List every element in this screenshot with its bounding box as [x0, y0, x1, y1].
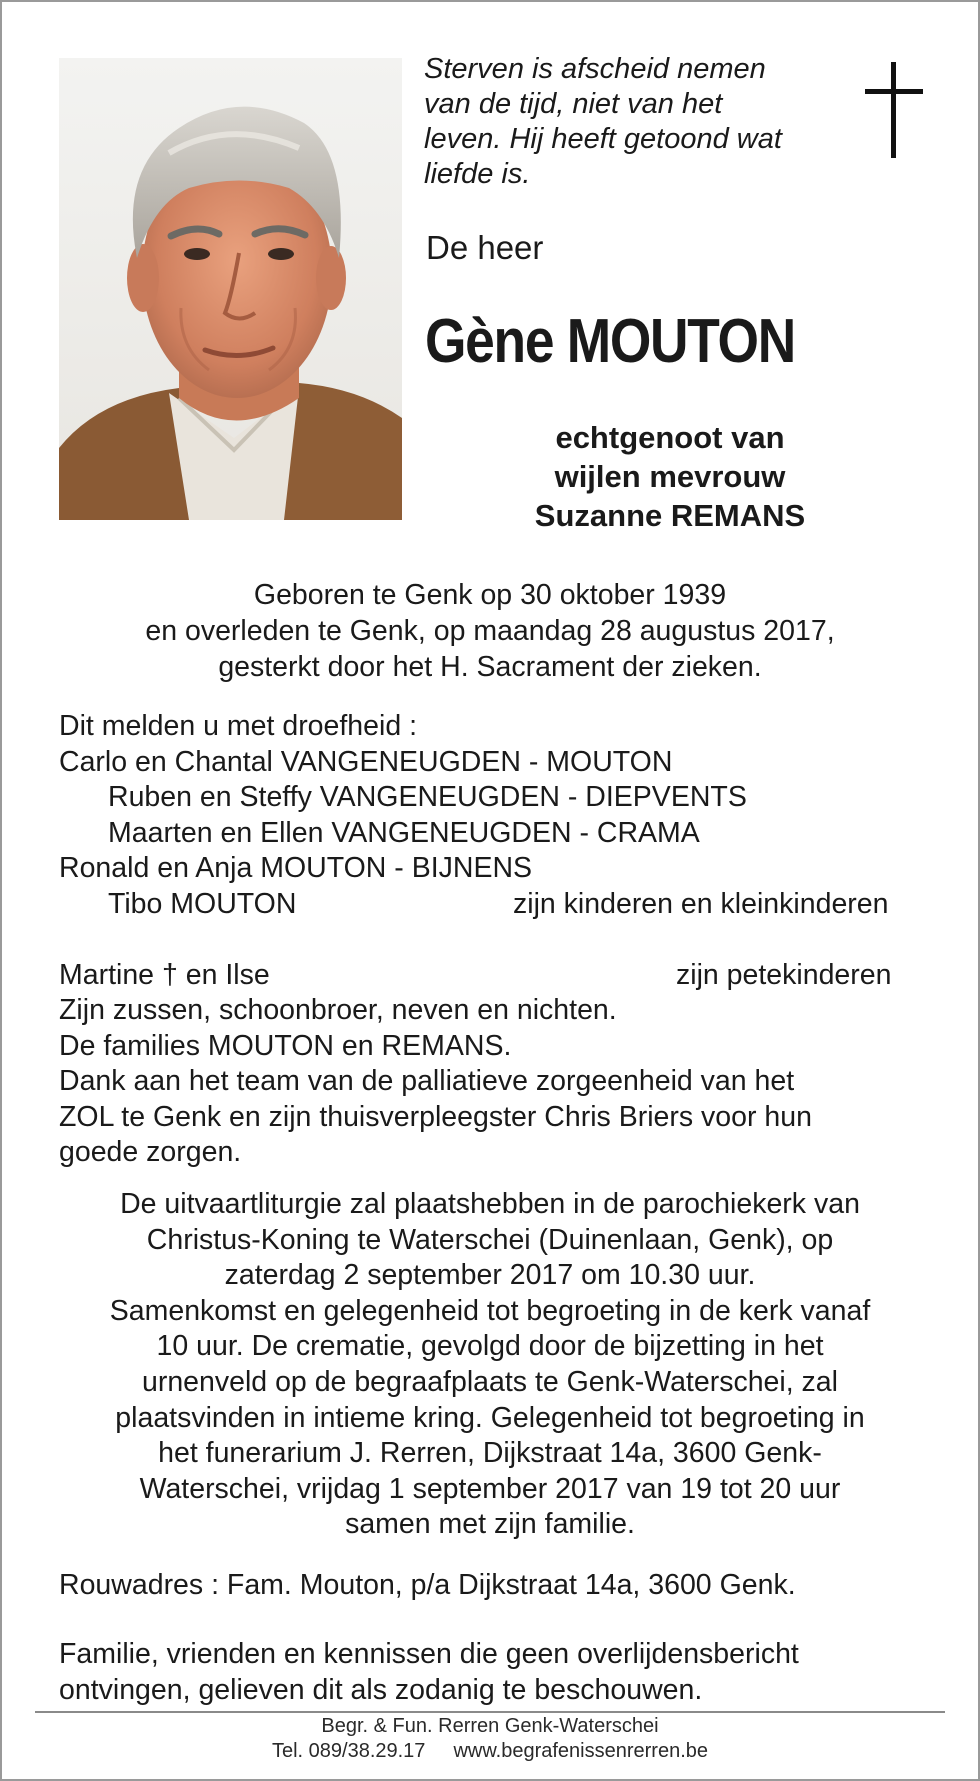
- quote-line: liefde is.: [424, 158, 531, 190]
- funeral-details: [50, 1187, 930, 1543]
- life-line: gesterkt door het H. Sacrament der zieken.: [218, 651, 762, 683]
- funeral-line: 10 uur. De crematie, gevolgd door de bijzetting in het: [156, 1330, 824, 1363]
- family-announcement: [59, 709, 939, 1171]
- funeral-line: Samenkomst en gelegenheid tot begroeting in de kerk vanaf: [109, 1294, 871, 1327]
- others-line: De families MOUTON en REMANS.: [59, 1029, 512, 1062]
- children-label: zijn kinderen en kleinkinderen: [513, 887, 889, 920]
- spouse-info: [450, 418, 890, 535]
- life-dates: [40, 577, 940, 685]
- family-line-with-label: [59, 887, 939, 923]
- funeral-line: De uitvaartliturgie zal plaatshebben in de parochiekerk van: [120, 1188, 860, 1220]
- closing-note: [59, 1637, 939, 1708]
- life-line: en overleden te Genk, op maandag 28 augustus 2017,: [145, 615, 835, 647]
- mourning-address: Rouwadres : Fam. Mouton, p/a Dijkstraat 14a, 3600 Genk.: [59, 1569, 796, 1601]
- closing-line: ontvingen, gelieven dit als zodanig te beschouwen.: [59, 1673, 703, 1706]
- godchildren-line: [59, 958, 939, 994]
- spouse-line: Suzanne REMANS: [534, 498, 806, 533]
- footer-phone: Tel. 089/38.29.17: [271, 1740, 426, 1762]
- quote-line: van de tijd, niet van het: [424, 88, 723, 120]
- family-line: Maarten en Ellen VANGENEUGDEN - CRAMA: [108, 816, 700, 849]
- quote-line: leven. Hij heeft getoond wat: [424, 123, 782, 155]
- others-line: goede zorgen.: [59, 1136, 242, 1168]
- footer-website[interactable]: www.begrafenissenrerren.be: [453, 1740, 709, 1762]
- deceased-name: Gène MOUTON: [425, 307, 795, 376]
- others-line: Dank aan het team van de palliatieve zorgeenheid van het: [59, 1065, 795, 1097]
- quote-line: Sterven is afscheid nemen: [424, 53, 766, 85]
- salutation: De heer: [426, 229, 544, 266]
- family-intro: Dit melden u met droefheid :: [59, 710, 418, 742]
- life-line: Geboren te Genk op 30 oktober 1939: [253, 579, 727, 611]
- portrait-photo: [59, 58, 402, 520]
- cross-icon: [865, 62, 923, 158]
- spouse-line: wijlen mevrouw: [554, 459, 786, 494]
- family-line: Ronald en Anja MOUTON - BIJNENS: [59, 852, 533, 884]
- family-line: Tibo MOUTON: [108, 887, 297, 920]
- footer-contact: [0, 1739, 980, 1764]
- funeral-line: zaterdag 2 september 2017 om 10.30 uur.: [224, 1259, 756, 1292]
- closing-line: Familie, vrienden en kennissen die geen overlijdensbericht: [59, 1638, 799, 1670]
- others-line: ZOL te Genk en zijn thuisverpleegster Chris Briers voor hun: [59, 1100, 812, 1133]
- funeral-line: Waterschei, vrijdag 1 september 2017 van 19 tot 20 uur: [139, 1472, 841, 1505]
- footer: [0, 1714, 980, 1764]
- spacer: [59, 922, 939, 958]
- spouse-line: echtgenoot van: [555, 420, 785, 455]
- funeral-home-name: Begr. & Fun. Rerren Genk-Waterschei: [321, 1715, 659, 1737]
- funeral-line: samen met zijn familie.: [345, 1508, 635, 1541]
- others-line: Zijn zussen, schoonbroer, neven en nichten.: [59, 994, 617, 1026]
- portrait-illustration: [59, 58, 402, 520]
- funeral-line: Christus-Koning te Waterschei (Duinenlaan, Genk), op: [146, 1223, 834, 1256]
- godchildren-label: zijn petekinderen: [676, 958, 892, 991]
- family-line: Carlo en Chantal VANGENEUGDEN - MOUTON: [59, 745, 673, 778]
- funeral-line: het funerarium J. Rerren, Dijkstraat 14a, 3600 Genk-: [158, 1437, 822, 1470]
- godchildren-names: Martine † en Ilse: [59, 958, 270, 991]
- funeral-line: plaatsvinden in intieme kring. Gelegenheid tot begroeting in: [115, 1401, 865, 1434]
- family-line: Ruben en Steffy VANGENEUGDEN - DIEPVENTS: [108, 781, 747, 813]
- funeral-line: urnenveld op de begraafplaats te Genk-Waterschei, zal: [141, 1365, 838, 1398]
- footer-divider: [35, 1711, 945, 1713]
- memorial-quote: [424, 52, 844, 192]
